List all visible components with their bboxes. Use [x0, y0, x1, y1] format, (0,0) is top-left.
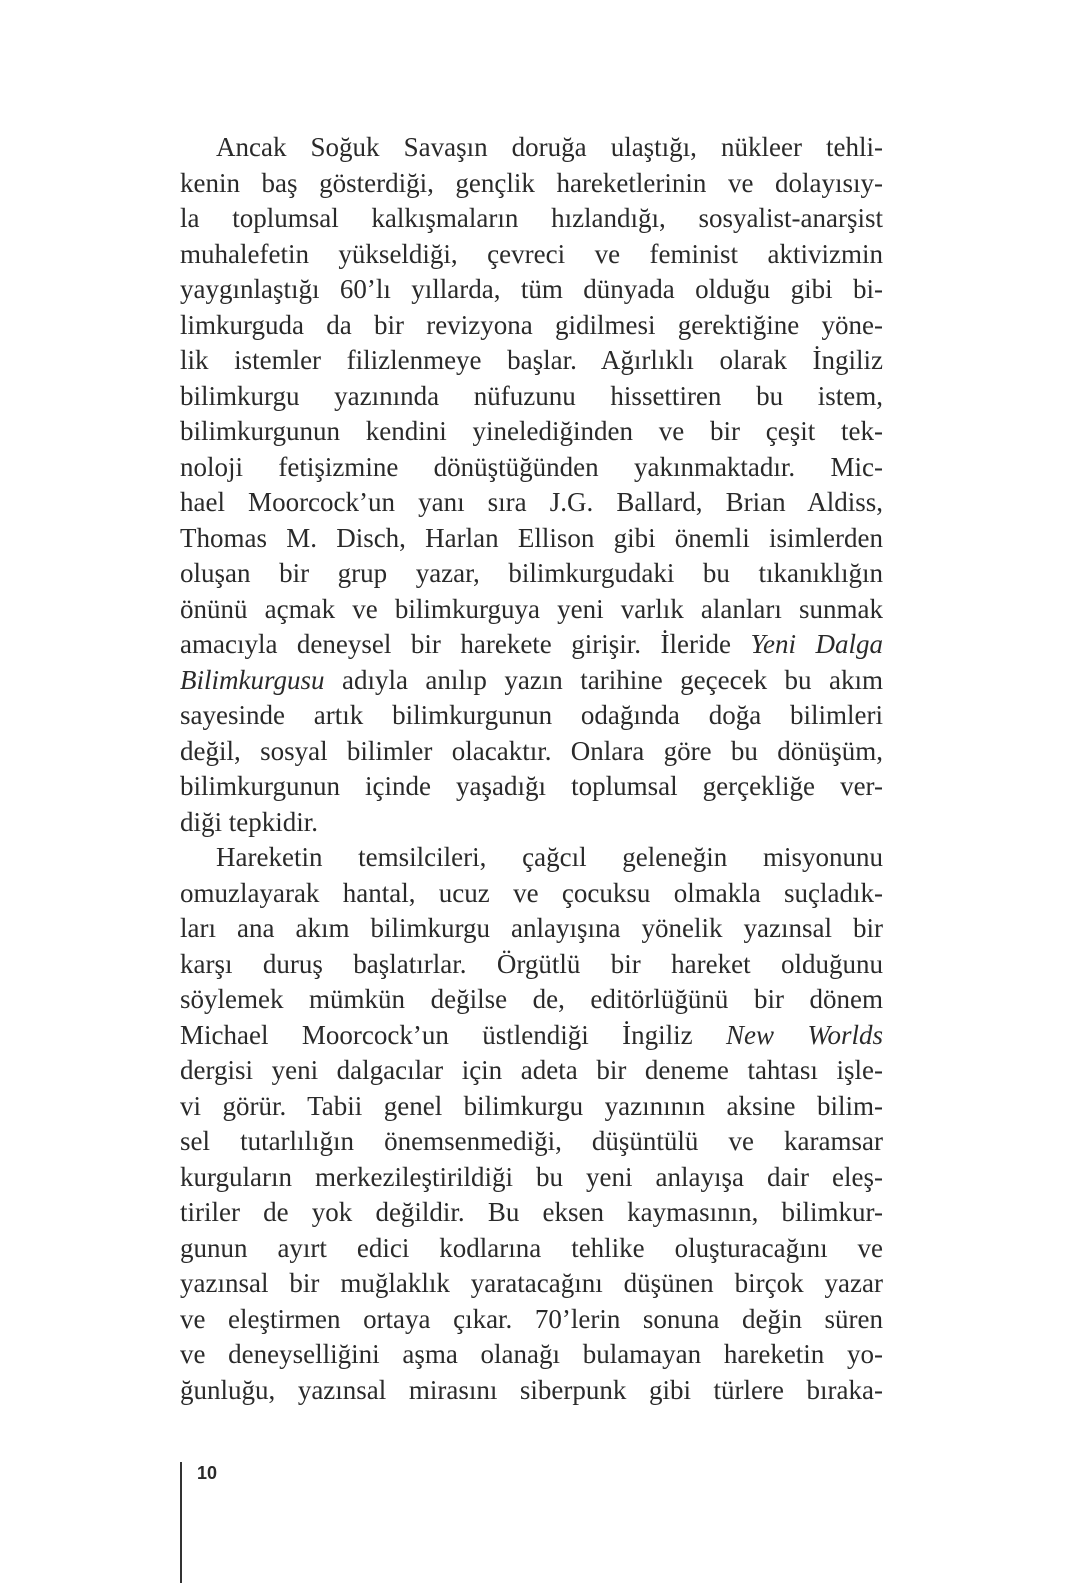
text-line: ları ana akım bilimkurgu anlayışına yönelik yazınsal bir [180, 913, 883, 943]
text-line: Hareketin temsilcileri, çağcıl geleneğin misyonunu [216, 842, 883, 872]
text-line: yazınsal bir muğlaklık yaratacağını düşünen birçok yazar [180, 1268, 883, 1298]
text-line: değil, sosyal bilimler olacaktır. Onlara göre bu dönüşüm, [180, 735, 883, 766]
text-line: sel tutarlılığın önemsenmediği, düşüntülü ve karamsar [180, 1126, 883, 1156]
text-line: yaygınlaştığı 60’lı yıllarda, tüm dünyada olduğu gibi bi- [180, 274, 883, 304]
text-line [180, 627, 883, 663]
text-line: karşı duruş başlatırlar. Örgütlü bir hareket olduğunu [180, 948, 883, 979]
text-line [180, 663, 883, 699]
text-line: Ancak Soğuk Savaşın doruğa ulaştığı, nükleer tehli- [216, 132, 883, 162]
text-line: söylemek mümkün değilse de, editörlüğünü bir dönem [180, 984, 883, 1014]
text-line: tiriler de yok değildir. Bu eksen kaymasının, bilimkur- [180, 1197, 883, 1227]
italic-title: Yeni Dalga [750, 629, 883, 659]
text-line: ve deneyselliğini aşma olanağı bulamayan hareketin yo- [180, 1339, 883, 1369]
text-line: kurguların merkezileştirildiği bu yeni anlayışa dair eleş- [180, 1161, 883, 1192]
text-line: vi görür. Tabii genel bilimkurgu yazınının aksine bilim- [180, 1090, 883, 1121]
body-text [180, 130, 883, 1408]
text-line: dergisi yeni dalgacılar için adeta bir deneme tahtası işle- [180, 1055, 883, 1085]
text-line: limkurguda da bir revizyona gidilmesi gerektiğine yöne- [180, 309, 883, 340]
text-line: bilimkurgu yazınında nüfuzunu hissettiren bu istem, [180, 380, 883, 411]
text-line: hael Moorcock’un yanı sıra J.G. Ballard, Brian Aldiss, [180, 487, 883, 517]
text-line: omuzlayarak hantal, ucuz ve çocuksu olmakla suçladık- [180, 877, 883, 908]
text-line [180, 1018, 883, 1054]
text-line: la toplumsal kalkışmaların hızlandığı, sosyalist-anarşist [180, 203, 883, 233]
text-line: ğunluğu, yazınsal mirasını siberpunk gibi türlere bıraka- [180, 1374, 883, 1405]
text-run: adıyla anılıp yazın tarihine geçecek bu akım [324, 664, 883, 695]
text-line: sayesinde artık bilimkurgunun odağında doğa bilimleri [180, 700, 883, 730]
text-line: bilimkurgunun içinde yaşadığı toplumsal gerçekliğe ver- [180, 771, 883, 801]
text-line: kenin baş gösterdiği, gençlik hareketlerinin ve dolayısıy- [180, 167, 883, 198]
text-run: Michael Moorcock’un üstlendiği İngiliz [180, 1019, 727, 1050]
text-line: gunun ayırt edici kodlarına tehlike oluşturacağını ve [180, 1232, 883, 1263]
page-number: 10 [197, 1463, 218, 1483]
text-line: Thomas M. Disch, Harlan Ellison gibi önemli isimlerden [180, 522, 883, 553]
text-line: önünü açmak ve bilimkurguya yeni varlık alanları sunmak [180, 593, 883, 624]
text-line: lik istemler filizlenmeye başlar. Ağırlıklı olarak İngiliz [180, 345, 883, 375]
italic-title: New Worlds [726, 1019, 883, 1050]
footer-rule [180, 1462, 182, 1583]
text-line: muhalefetin yükseldiği, çevreci ve feminist aktivizmin [180, 238, 883, 269]
text-line: diği tepkidir. [180, 806, 318, 837]
italic-title: Bilimkurgusu [180, 664, 325, 695]
text-run: amacıyla deneysel bir harekete girişir. İleride [180, 629, 751, 659]
text-line: noloji fetişizmine dönüştüğünden yakınmaktadır. Mic- [180, 451, 883, 482]
text-line: ve eleştirmen ortaya çıkar. 70’lerin sonuna değin süren [180, 1303, 883, 1334]
text-line: oluşan bir grup yazar, bilimkurgudaki bu tıkanıklığın [180, 558, 883, 588]
text-line: bilimkurgunun kendini yinelediğinden ve bir çeşit tek- [180, 416, 883, 446]
